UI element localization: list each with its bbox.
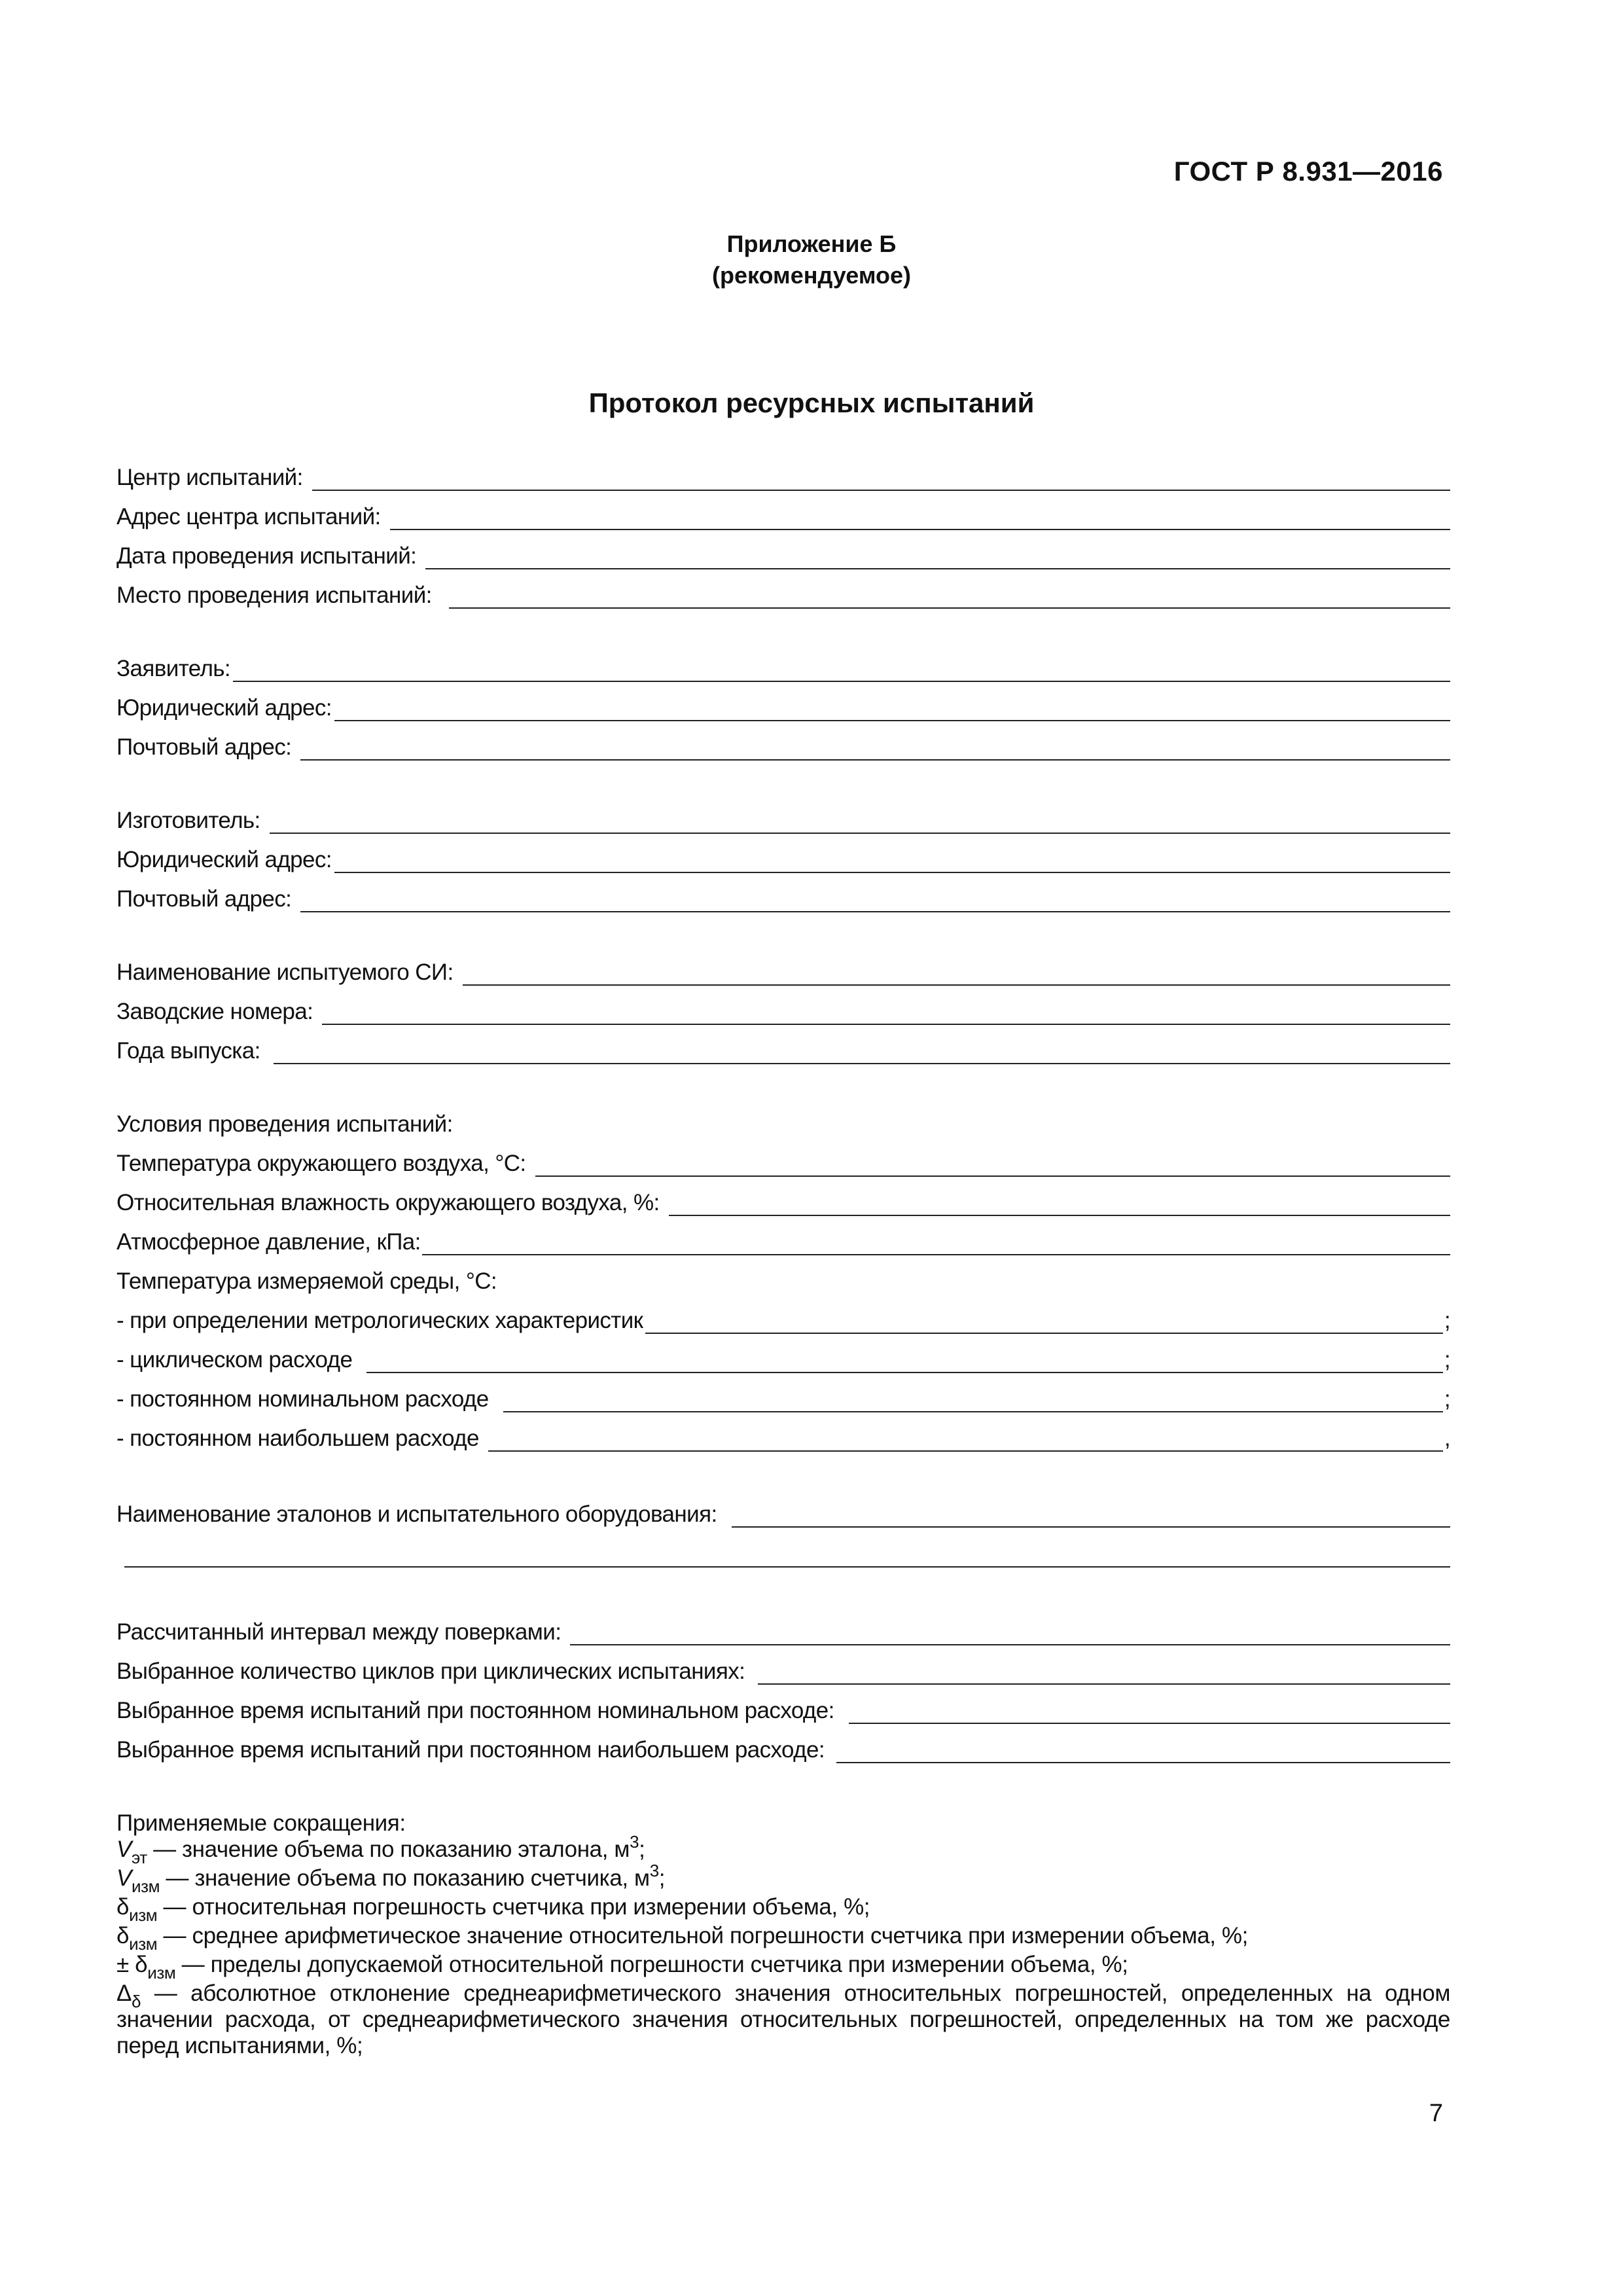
field-temp-metrological (116, 1305, 1450, 1334)
blank-fill-line[interactable] (312, 466, 1450, 491)
line-end-punctuation: ; (1444, 1347, 1450, 1372)
abbreviation-v-izm (116, 1861, 1450, 1896)
symbol-subscript: δ (131, 1992, 141, 2011)
field-device-name (116, 957, 1450, 986)
symbol-subscript: изм (129, 1905, 158, 1925)
field-label: Относительная влажность окружающего воздуха, %: (116, 1190, 660, 1215)
field-cycles-count (116, 1656, 1450, 1685)
blank-fill-line[interactable] (334, 696, 1450, 721)
blank-fill-line[interactable] (758, 1660, 1450, 1685)
abbreviation-delta-izm (116, 1894, 1450, 1925)
blank-fill-line[interactable] (669, 1191, 1450, 1216)
blank-fill-line[interactable] (449, 584, 1450, 609)
field-label: Почтовый адрес: (116, 734, 292, 760)
field-label: Года выпуска: (116, 1038, 260, 1064)
field-temp-cyclic (116, 1344, 1450, 1373)
field-test-place (116, 580, 1450, 609)
blank-fill-line[interactable] (366, 1348, 1443, 1373)
definition-end: ; (658, 1865, 666, 1891)
field-ambient-temperature (116, 1148, 1450, 1177)
unit-superscript: 3 (630, 1832, 639, 1852)
blank-fill-line[interactable] (488, 1427, 1443, 1452)
definition: — значение объема по показанию счетчика, м (160, 1865, 650, 1891)
annex-status: (рекомендуемое) (712, 262, 911, 289)
blank-fill-line[interactable] (463, 961, 1450, 986)
field-label: Дата проведения испытаний: (116, 543, 417, 569)
blank-fill-line[interactable] (390, 505, 1450, 530)
definition: — пределы допускаемой относительной погрешности счетчика при измерении объема, %; (175, 1952, 1128, 1977)
blank-fill-line[interactable] (732, 1503, 1450, 1528)
field-label: Атмосферное давление, кПа: (116, 1229, 421, 1255)
definition-end: ; (639, 1837, 645, 1862)
field-calibration-interval (116, 1617, 1450, 1645)
field-label: - при определении метрологических характеристик (116, 1308, 643, 1333)
symbol: δ (116, 1894, 130, 1920)
medium-temperature-heading (116, 1266, 1450, 1295)
field-label: Наименование эталонов и испытательного оборудования: (116, 1501, 717, 1527)
field-label: Юридический адрес: (116, 847, 332, 872)
field-relative-humidity (116, 1187, 1450, 1216)
field-temp-max (116, 1423, 1450, 1452)
field-label: Центр испытаний: (116, 465, 303, 490)
field-label: Адрес центра испытаний: (116, 504, 381, 529)
symbol-subscript: изм (131, 1876, 160, 1896)
field-label: Выбранное количество циклов при циклических испытаниях: (116, 1659, 745, 1684)
standard-code: ГОСТ Р 8.931—2016 (1173, 156, 1443, 187)
abbreviation-delta-limits (116, 1952, 1450, 1982)
field-manufacturer-legal-address (116, 844, 1450, 873)
unit-superscript: 3 (649, 1861, 659, 1880)
page-number: 7 (1429, 2100, 1443, 2127)
blank-fill-line[interactable] (535, 1152, 1450, 1177)
field-label: Заводские номера: (116, 999, 313, 1024)
definition: — значение объема по показанию эталона, м (147, 1837, 630, 1862)
definition: — абсолютное отклонение среднеарифметического значения относительных погрешностей, определенных на одном значении расхода, от среднеарифметического значения относительных погрешностей, определенных на том же расходе перед испытаниями, %; (116, 1981, 1450, 2058)
field-label: Юридический адрес: (116, 695, 332, 721)
abbreviation-delta-mean (116, 1923, 1450, 1954)
field-label: Температура измеряемой среды, °С: (116, 1268, 497, 1294)
symbol: δ (116, 1923, 130, 1948)
line-end-punctuation: , (1444, 1426, 1450, 1451)
field-applicant (116, 653, 1450, 682)
field-test-center (116, 462, 1450, 491)
blank-fill-line[interactable] (322, 1000, 1450, 1025)
document-title: Протокол ресурсных испытаний (588, 387, 1035, 418)
abbreviation-abs-deviation (116, 1981, 1450, 2059)
field-label: Выбранное время испытаний при постоянном номинальном расходе: (116, 1698, 834, 1723)
abbreviations-heading: Применяемые сокращения: (116, 1810, 406, 1836)
abbreviation-v-et (116, 1832, 1450, 1867)
field-applicant-postal-address (116, 732, 1450, 761)
field-label: Рассчитанный интервал между поверками: (116, 1619, 562, 1645)
field-label: Выбранное время испытаний при постоянном наибольшем расходе: (116, 1737, 825, 1763)
section-label: Условия проведения испытаний: (116, 1111, 453, 1137)
blank-fill-line[interactable] (849, 1699, 1450, 1724)
definition: — относительная погрешность счетчика при измерении объема, %; (157, 1894, 870, 1920)
field-label: Изготовитель: (116, 808, 260, 833)
symbol-subscript: эт (131, 1848, 147, 1867)
field-years-of-manufacture (116, 1035, 1450, 1064)
blank-continuation-line[interactable] (124, 1566, 1450, 1568)
blank-fill-line[interactable] (503, 1388, 1443, 1412)
symbol-subscript: изм (147, 1963, 176, 1982)
line-end-punctuation: ; (1444, 1308, 1450, 1333)
blank-fill-line[interactable] (645, 1309, 1442, 1334)
field-label: - циклическом расходе (116, 1347, 353, 1372)
field-label: - постоянном номинальном расходе (116, 1386, 489, 1412)
blank-fill-line[interactable] (300, 888, 1450, 912)
blank-fill-line[interactable] (422, 1230, 1450, 1255)
annex-title: Приложение Б (726, 230, 897, 257)
field-label: Наименование испытуемого СИ: (116, 960, 454, 985)
field-temp-nominal (116, 1384, 1450, 1412)
blank-fill-line[interactable] (334, 848, 1450, 873)
blank-fill-line[interactable] (300, 736, 1450, 761)
symbol: δ (135, 1952, 148, 1977)
field-label: Заявитель: (116, 656, 231, 681)
conditions-heading (116, 1109, 1450, 1138)
field-label: Место проведения испытаний: (116, 583, 432, 608)
field-label: Почтовый адрес: (116, 886, 292, 912)
field-label: Температура окружающего воздуха, °С: (116, 1151, 526, 1176)
line-end-punctuation: ; (1444, 1386, 1450, 1412)
symbol: Δ (116, 1981, 132, 2006)
field-atmospheric-pressure (116, 1227, 1450, 1255)
field-test-center-address (116, 501, 1450, 530)
field-applicant-legal-address (116, 692, 1450, 721)
field-serial-numbers (116, 996, 1450, 1025)
blank-fill-line[interactable] (233, 657, 1450, 682)
field-test-date (116, 541, 1450, 569)
definition: — среднее арифметическое значение относительной погрешности счетчика при измерении объема, %; (157, 1923, 1248, 1948)
field-manufacturer-postal-address (116, 884, 1450, 912)
symbol-subscript: изм (129, 1934, 158, 1954)
blank-fill-line[interactable] (270, 809, 1450, 834)
field-time-max (116, 1734, 1450, 1763)
field-time-nominal (116, 1695, 1450, 1724)
blank-fill-line[interactable] (274, 1039, 1450, 1064)
blank-fill-line[interactable] (570, 1621, 1450, 1645)
symbol: V (116, 1837, 132, 1862)
field-label: - постоянном наибольшем расходе (116, 1426, 479, 1451)
blank-fill-line[interactable] (836, 1738, 1450, 1763)
field-manufacturer (116, 805, 1450, 834)
symbol-prefix: ± (116, 1952, 135, 1977)
blank-fill-line[interactable] (425, 545, 1450, 569)
field-standards-equipment (116, 1499, 1450, 1528)
symbol: V (116, 1865, 132, 1891)
